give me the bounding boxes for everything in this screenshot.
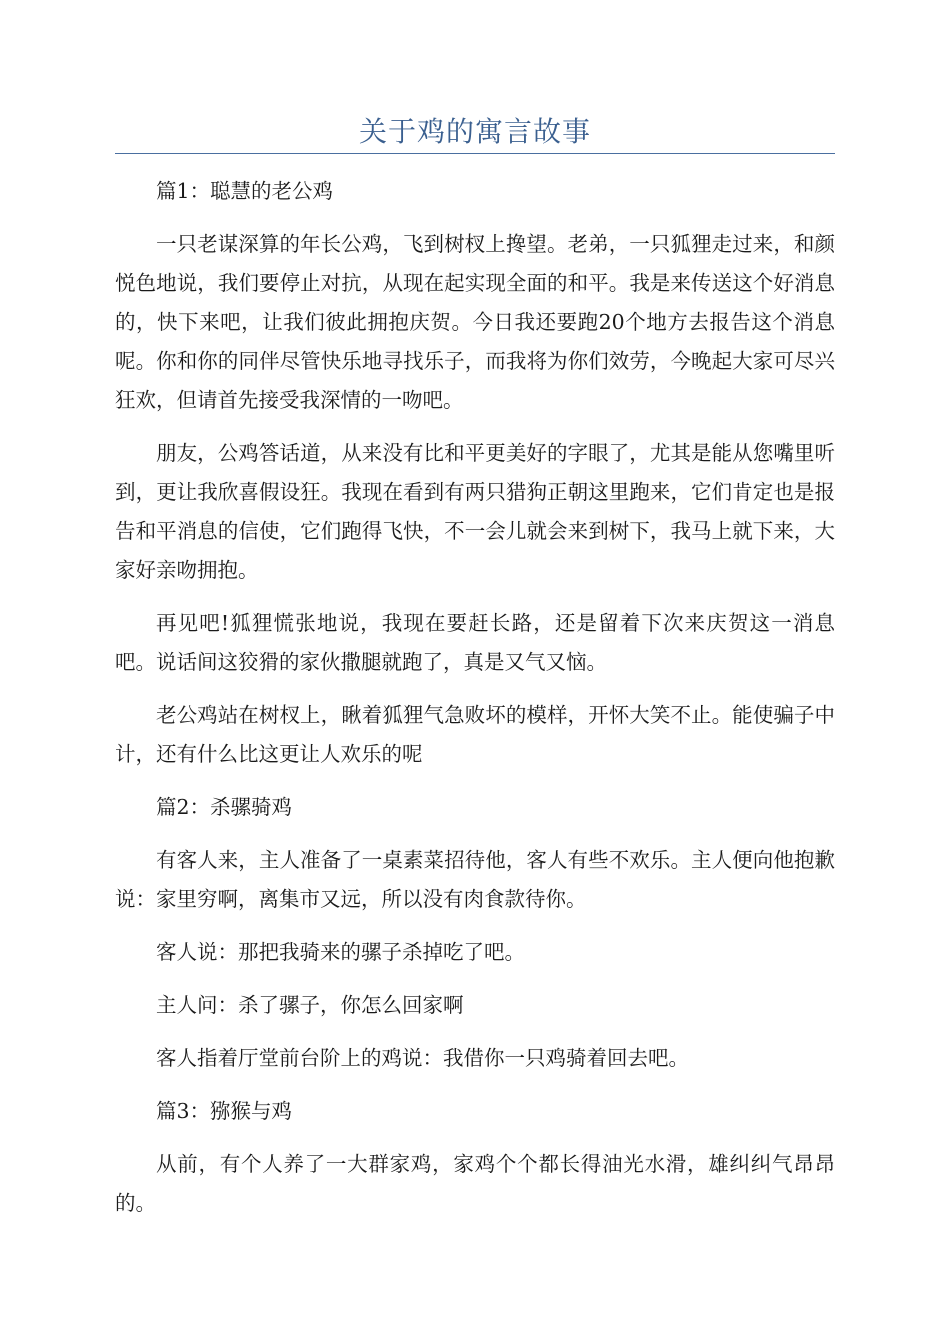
- section-heading-1: 篇1：聪慧的老公鸡: [156, 179, 334, 203]
- paragraph: 客人指着厅堂前台阶上的鸡说：我借你一只鸡骑着回去吧。: [156, 1046, 689, 1070]
- paragraph: 一只老谋深算的年长公鸡，飞到树杈上搀望。老弟，一只狐狸走过来，和颜悦色地说，我们要停止对抗，从现在起实现全面的和平。我是来传送这个好消息的，快下来吧，让我们彼此拥抱庆贺。今日我还要跑20个地方去报告这个消息呢。你和你的同伴尽管快乐地寻找乐子，而我将为你们效劳，今晚起大家可尽兴狂欢，但请首先接受我深情的一吻吧。: [115, 232, 835, 412]
- paragraph: 再见吧!狐狸慌张地说，我现在要赶长路，还是留着下次来庆贺这一消息吧。说话间这狡猾的家伙撒腿就跑了，真是又气又恼。: [115, 611, 835, 674]
- section-heading-3: 篇3：猕猴与鸡: [156, 1099, 293, 1123]
- section-heading-2: 篇2：杀骡骑鸡: [156, 795, 293, 819]
- document-title: 关于鸡的寓言故事: [358, 115, 591, 148]
- paragraph: 老公鸡站在树杈上，瞅着狐狸气急败坏的模样，开怀大笑不止。能使骗子中计，还有什么比这更让人欢乐的呢: [115, 703, 835, 766]
- document-body: [115, 172, 835, 1237]
- paragraph: 朋友，公鸡答话道，从来没有比和平更美好的字眼了，尤其是能从您嘴里听到，更让我欣喜假设狂。我现在看到有两只猎狗正朝这里跑来，它们肯定也是报告和平消息的信使，它们跑得飞快，不一会儿就会来到树下，我马上就下来，大家好亲吻拥抱。: [115, 441, 835, 582]
- title-underline: [115, 153, 835, 154]
- paragraph: 主人问：杀了骡子，你怎么回家啊: [156, 993, 464, 1017]
- paragraph: 有客人来，主人准备了一桌素菜招待他，客人有些不欢乐。主人便向他抱歉说：家里穷啊，离集市又远，所以没有肉食款待你。: [115, 848, 835, 911]
- paragraph: 客人说：那把我骑来的骡子杀掉吃了吧。: [156, 940, 525, 964]
- paragraph: 从前，有个人养了一大群家鸡，家鸡个个都长得油光水滑，雄纠纠气昂昂的。: [115, 1152, 835, 1215]
